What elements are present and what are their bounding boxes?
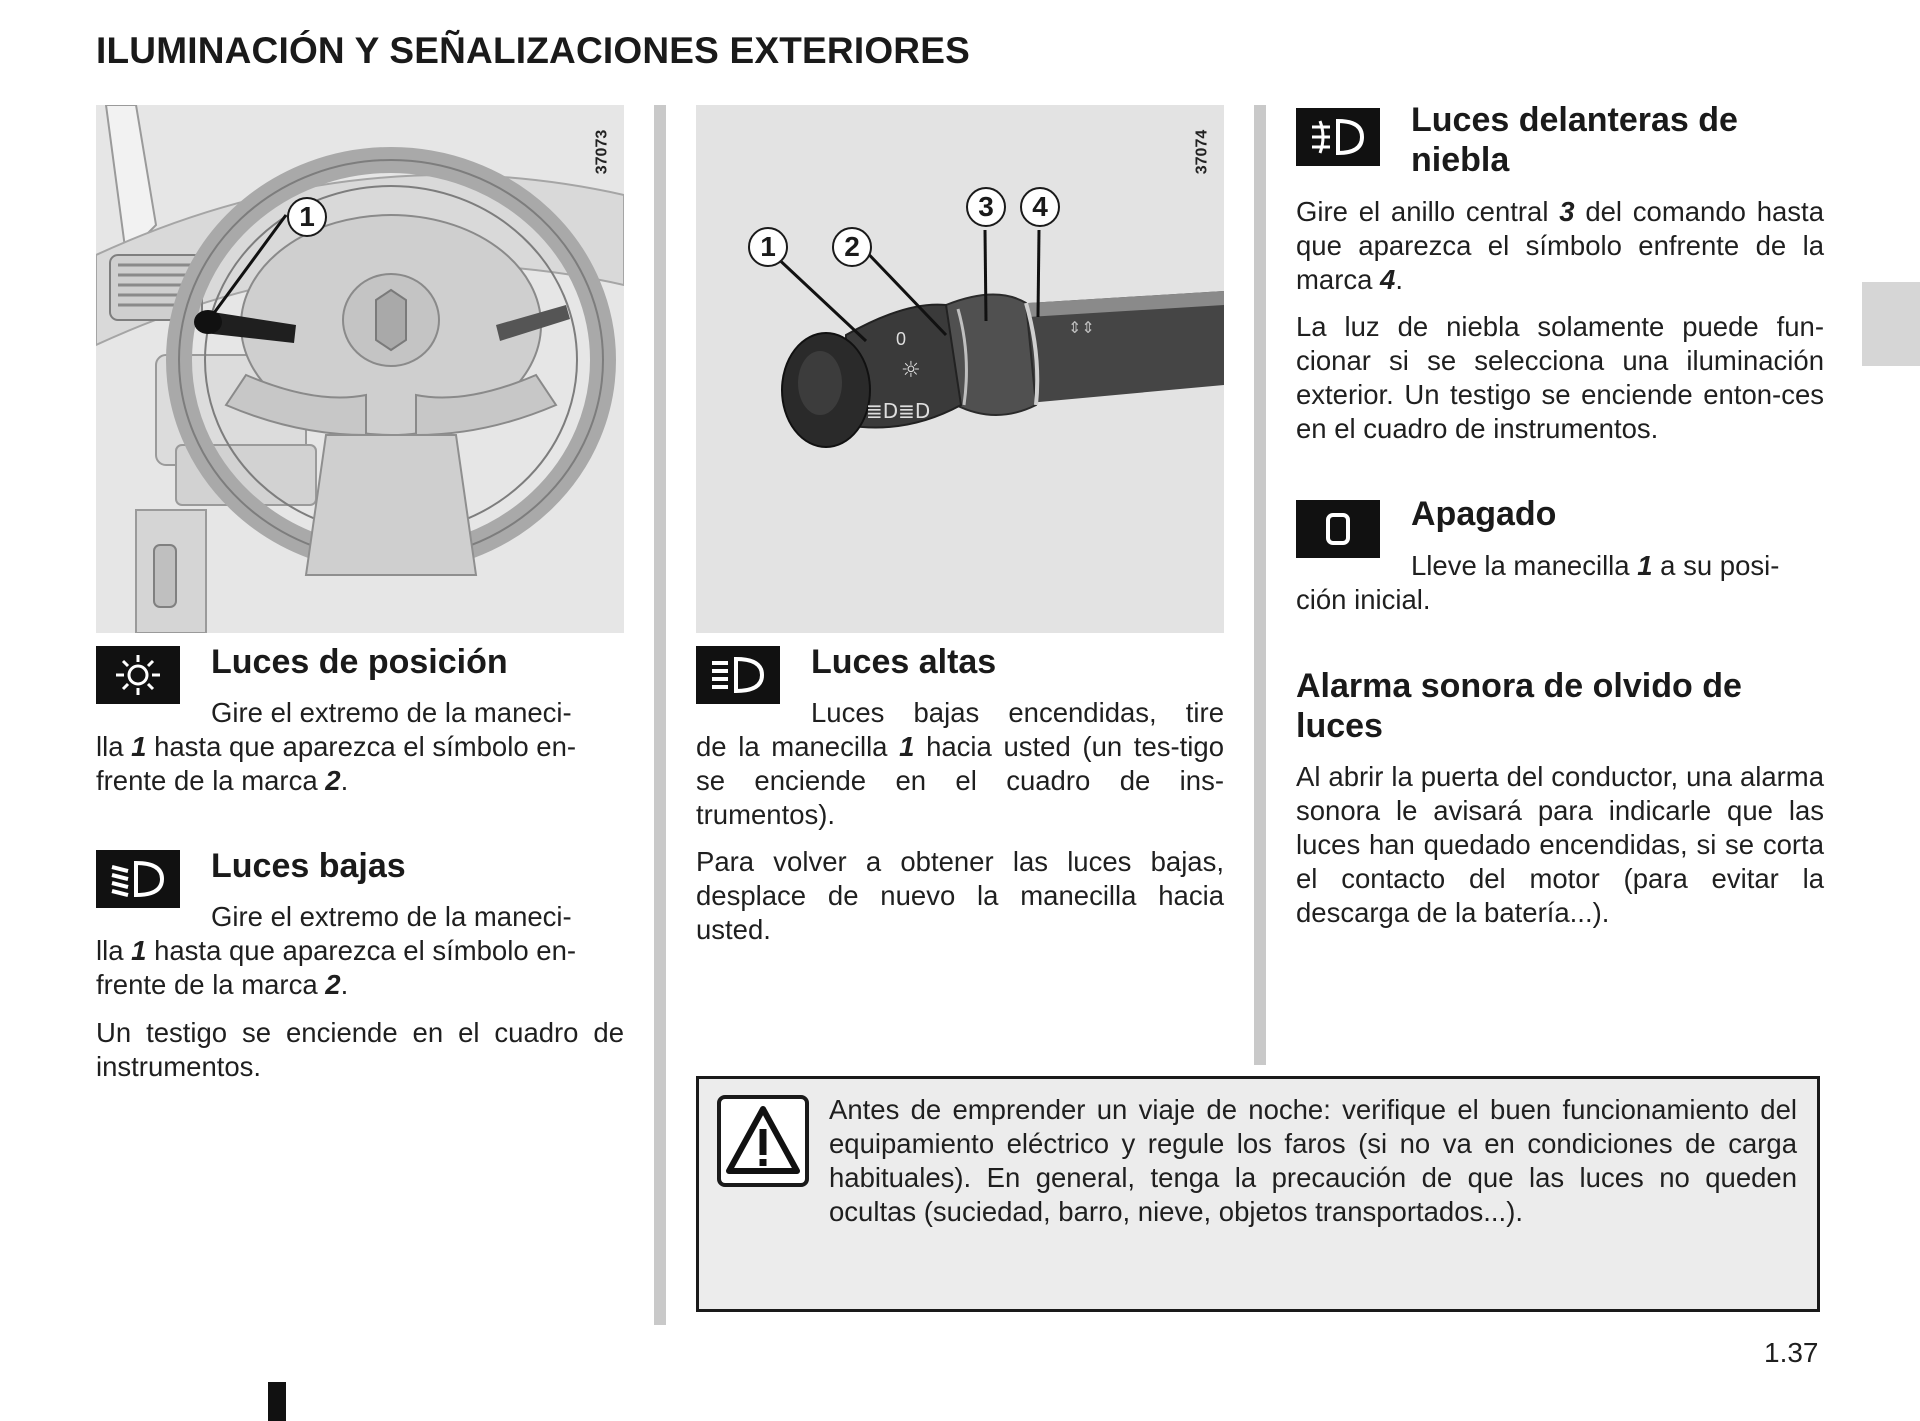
heading-luces-posicion: Luces de posición xyxy=(211,643,508,681)
figure-center-callout-2: 2 xyxy=(832,227,872,267)
chapter-tab xyxy=(1862,282,1920,366)
heading-alarma-sonora: Alarma sonora de olvido de luces xyxy=(1296,667,1742,745)
warning-text: Antes de emprender un viaje de noche: verifique el buen funcionamiento del equipamiento eléctrico y regule los faros (si no va en condiciones de carga habituales). En general, tenga la precaución de que las luces no queden ocultas (suciedad, barro, nieve, objetos transportados...). xyxy=(829,1094,1797,1227)
light-stalk-illustration xyxy=(696,105,1224,633)
text-luces-altas-volver: Para volver a obtener las luces bajas, desplace de nuevo la manecilla hacia usted. xyxy=(696,846,1224,945)
column-divider-left xyxy=(654,105,666,1325)
ref-3: 3 xyxy=(1559,196,1575,227)
text-luces-niebla xyxy=(1296,195,1824,297)
figure-center-callout-4: 4 xyxy=(1020,187,1060,227)
warning-triangle-icon xyxy=(717,1095,809,1187)
text-fragment: Gire el extremo de la maneci- xyxy=(211,901,572,932)
ref-1: 1 xyxy=(1637,550,1653,581)
steering-wheel-figure xyxy=(96,105,624,633)
text-fragment: . xyxy=(340,969,349,1000)
text-alarma-sonora: Al abrir la puerta del conductor, una alarma sonora le avisará para indicarle que las luces han quedado encendidas, si se corta el contacto del motor (para evitar la descarga de la batería...). xyxy=(1296,761,1824,928)
text-fragment: del comando hasta que aparezca el símbolo enfrente de la marca xyxy=(1296,196,1824,295)
text-luces-niebla-nota: La luz de niebla solamente puede fun-cionar si se selecciona una iluminación exterior. Un testigo se enciende enton-ces en el cuadro de instrumentos. xyxy=(1296,311,1824,444)
text-fragment: Luces bajas encendidas, tire xyxy=(811,697,1224,728)
low-beam-icon xyxy=(96,850,180,908)
steering-wheel-illustration xyxy=(96,105,624,633)
svg-text:≣D≣D: ≣D≣D xyxy=(866,399,931,423)
page-title: ILUMINACIÓN Y SEÑALIZACIONES EXTERIORES xyxy=(96,30,970,71)
page-number: 1.37 xyxy=(1764,1337,1819,1368)
ref-1: 1 xyxy=(131,731,147,762)
ref-1: 1 xyxy=(131,935,147,966)
text-fragment: . xyxy=(1395,264,1403,295)
figure-left-code: 37073 xyxy=(593,129,611,175)
figure-center-callout-3: 3 xyxy=(966,187,1006,227)
text-fragment: lla xyxy=(96,935,132,966)
text-apagado-line1 xyxy=(1411,549,1824,583)
text-luces-bajas-cont xyxy=(96,934,624,1002)
figure-center-callout-1: 1 xyxy=(748,227,788,267)
text-fragment: a su posi- xyxy=(1652,550,1780,581)
crop-mark xyxy=(268,1382,286,1421)
ref-2: 2 xyxy=(325,765,341,796)
heading-luces-altas: Luces altas xyxy=(811,643,997,681)
text-fragment: frente de la marca xyxy=(96,765,326,796)
text-fragment: Gire el anillo central xyxy=(1296,196,1560,227)
ref-4: 4 xyxy=(1380,264,1396,295)
text-luces-altas-cont xyxy=(696,730,1224,832)
text-fragment: Lleve la manecilla xyxy=(1411,550,1638,581)
svg-text:0: 0 xyxy=(896,329,907,349)
text-luces-altas-line1 xyxy=(811,696,1224,730)
heading-luces-niebla: Luces delanteras de niebla xyxy=(1411,101,1738,179)
figure-left-callout-1: 1 xyxy=(287,197,327,237)
text-fragment: . xyxy=(340,765,349,796)
ref-1: 1 xyxy=(899,731,915,762)
off-position-icon xyxy=(1296,500,1380,558)
text-fragment: hasta que aparezca el símbolo en- xyxy=(146,731,577,762)
text-fragment: hasta que aparezca el símbolo en- xyxy=(146,935,577,966)
front-fog-light-icon xyxy=(1296,108,1380,166)
text-luces-bajas-line1 xyxy=(211,900,624,934)
position-lights-icon xyxy=(96,646,180,704)
text-luces-bajas-testigo: Un testigo se enciende en el cuadro de instrumentos. xyxy=(96,1017,624,1082)
high-beam-icon xyxy=(696,646,780,704)
svg-text:☼: ☼ xyxy=(901,358,921,383)
ref-2: 2 xyxy=(325,969,341,1000)
text-fragment: lla xyxy=(96,731,132,762)
text-luces-posicion-cont xyxy=(96,730,624,798)
svg-text:⇕⇕: ⇕⇕ xyxy=(1068,318,1095,337)
text-apagado-line2: ción inicial. xyxy=(1296,584,1431,615)
warning-box xyxy=(696,1076,1820,1312)
text-fragment: hacia usted (un tes-tigo se enciende en el cuadro de ins-trumentos). xyxy=(696,731,1224,830)
text-fragment: frente de la marca xyxy=(96,969,326,1000)
text-fragment: de la manecilla xyxy=(696,731,900,762)
column-divider-right xyxy=(1254,105,1266,1065)
figure-center-code: 37074 xyxy=(1193,129,1211,175)
light-stalk-figure xyxy=(696,105,1224,633)
text-luces-posicion xyxy=(211,696,624,730)
heading-apagado: Apagado xyxy=(1411,495,1557,533)
text-luces-posicion-line1: Gire el extremo de la maneci- xyxy=(211,697,572,728)
heading-luces-bajas: Luces bajas xyxy=(211,847,406,885)
